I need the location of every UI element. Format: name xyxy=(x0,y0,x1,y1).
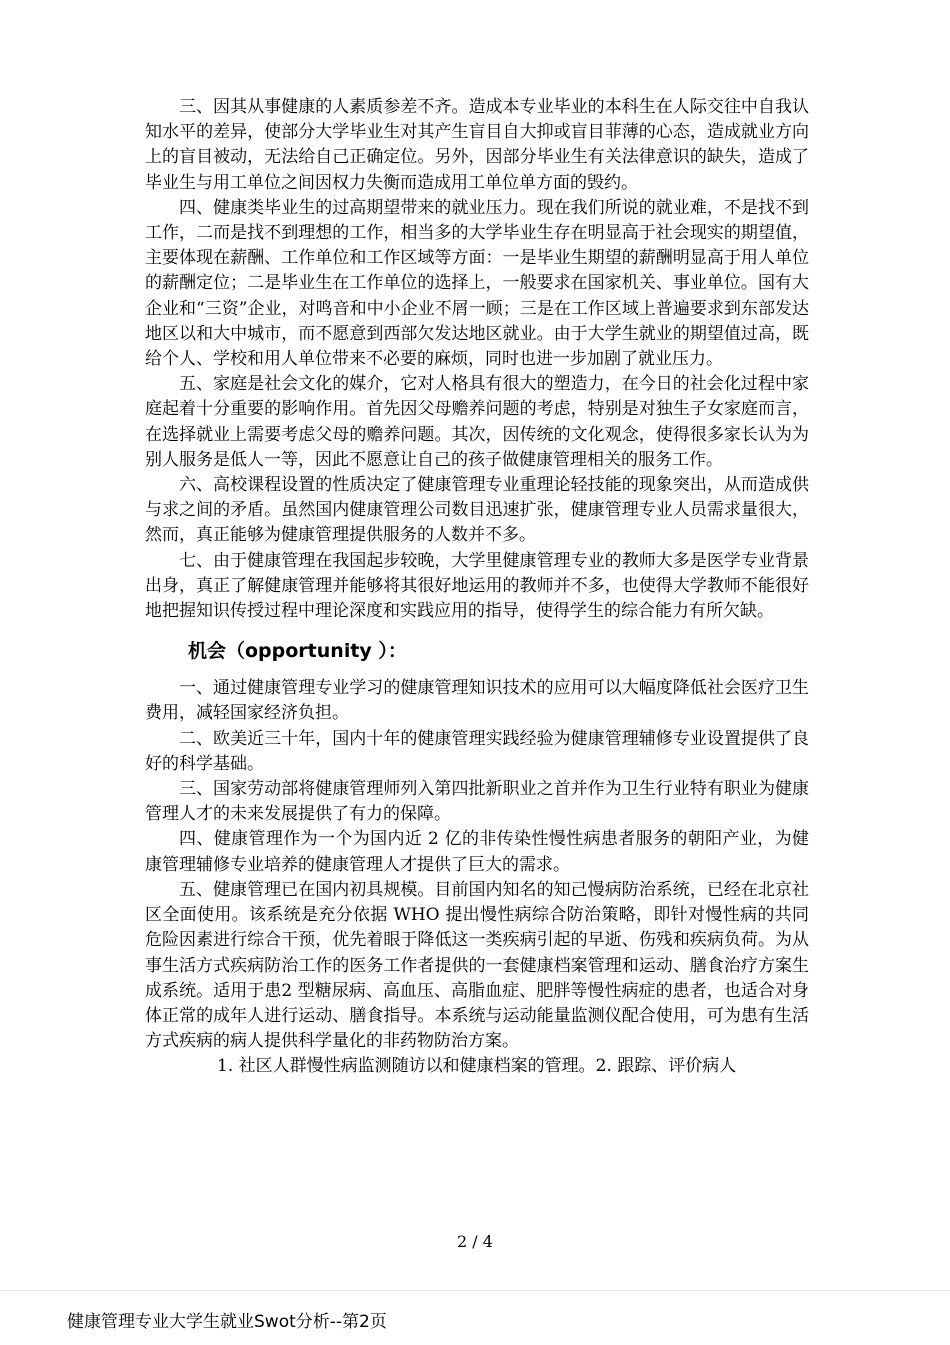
footer-bar xyxy=(0,1290,950,1345)
section-heading-opportunity: 机会（opportunity ）： xyxy=(188,640,407,663)
paragraph-opportunity-4: 四、健康管理作为一个为国内近 2 亿的非传染性慢性病患者服务的朝阳产业，为健康管理辅修专业培养的健康管理人才提供了巨大的需求。 xyxy=(145,829,809,875)
paragraph-opportunity-2: 二、欧美近三十年，国内十年的健康管理实践经验为健康管理辅修专业设置提供了良好的科学基础。 xyxy=(145,728,809,774)
paragraph-weakness-5: 五、家庭是社会文化的媒介，它对人格具有很大的塑造力，在今日的社会化过程中家庭起着十分重要的影响作用。首先因父母赡养问题的考虑，特别是对独生子女家庭而言，在选择就业上需要考虑父母的赡养问题。其次，因传统的文化观念，使得很多家长认为为别人服务是低人一等，因此不愿意让自己的孩子做健康管理相关的服务工作。 xyxy=(145,374,809,470)
list-item-line: 1. 社区人群慢性病监测随访以和健康档案的管理。2. 跟踪、评价病人 xyxy=(217,1056,737,1077)
paragraph-weakness-7: 七、由于健康管理在我国起步较晚，大学里健康管理专业的教师大多是医学专业背景出身，真正了解健康管理并能够将其很好地运用的教师并不多，也使得大学教师不能很好地把握知识传授过程中理论深度和实践应用的指导，使得学生的综合能力有所欠缺。 xyxy=(145,550,809,622)
paragraph-opportunity-5: 五、健康管理已在国内初具规模。目前国内知名的知己慢病防治系统，已经在北京社区全面使用。该系统是充分依据 WHO 提出慢性病综合防治策略，即针对慢性病的共同危险因素进行综合干预，优先着眼于降低这一类疾病引起的早逝、伤残和疾病负荷。为从事生活方式疾病防治工作的医务工作者提供的一套健康档案管理和运动、膳食治疗方案生成系统。适用于患2 型糖尿病、高血压、高脂血症、肥胖等慢性病症的患者，也适合对身体正常的成年人进行运动、膳食指导。本系统与运动能量监测仪配合使用，可为患有生活方式疾病的病人提供科学量化的非药物防治方案。 xyxy=(145,879,809,1052)
paragraph-opportunity-3: 三、国家劳动部将健康管理师列入第四批新职业之首并作为卫生行业特有职业为健康管理人才的未来发展提供了有力的保障。 xyxy=(145,779,809,825)
footer-title: 健康管理专业大学生就业Swot分析--第2页 xyxy=(67,1312,387,1332)
page-number: 2 / 4 xyxy=(457,1232,493,1251)
paragraph-weakness-4: 四、健康类毕业生的过高期望带来的就业压力。现在我们所说的就业难，不是找不到工作，二而是找不到理想的工作，相当多的大学毕业生存在明显高于社会现实的期望值，主要体现在薪酬、工作单位和工作区域等方面：一是毕业生期望的薪酬明显高于用人单位的薪酬定位；二是毕业生在工作单位的选择上，一般要求在国家机关、事业单位。国有大企业和“三资”企业，对鸣音和中小企业不屑一顾；三是在工作区域上普遍要求到东部发达地区以和大中城市，而不愿意到西部欠发达地区就业。由于大学生就业的期望值过高，既给个人、学校和用人单位带来不必要的麻烦，同时也进一步加剧了就业压力。 xyxy=(145,197,809,370)
paragraph-weakness-6: 六、高校课程设置的性质决定了健康管理专业重理论轻技能的现象突出，从而造成供与求之间的矛盾。虽然国内健康管理公司数目迅速扩张，健康管理专业人员需求量很大，然而，真正能够为健康管理提供服务的人数并不多。 xyxy=(145,475,809,546)
paragraph-weakness-3: 三、因其从事健康的人素质参差不齐。造成本专业毕业的本科生在人际交往中自我认知水平的差异，使部分大学毕业生对其产生盲目自大抑或盲目菲薄的心态，造成就业方向上的盲目被动，无法给自己正确定位。另外，因部分毕业生有关法律意识的缺失，造成了毕业生与用工单位之间因权力失衡而造成用工单位单方面的毁约。 xyxy=(145,97,809,193)
paragraph-opportunity-1: 一、通过健康管理专业学习的健康管理知识技术的应用可以大幅度降低社会医疗卫生费用，减轻国家经济负担。 xyxy=(145,678,809,724)
document-body xyxy=(145,95,809,1080)
